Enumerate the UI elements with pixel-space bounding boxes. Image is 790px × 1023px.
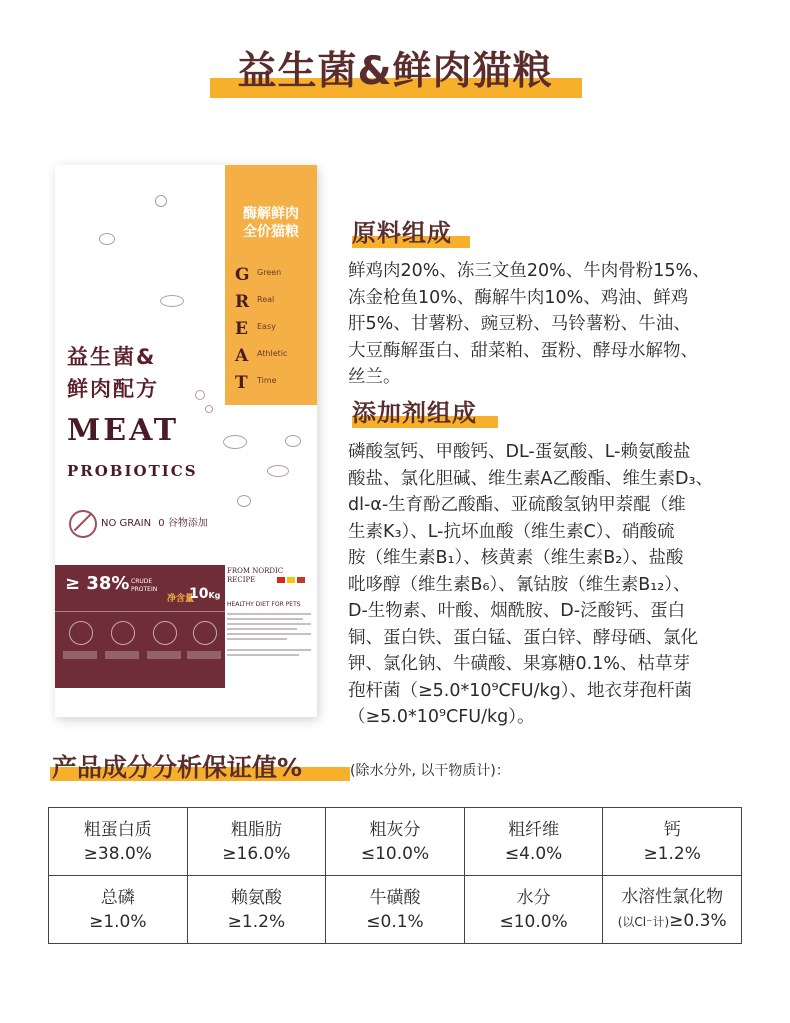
no-grain-cn: 0 谷物添加 [158, 518, 208, 529]
analysis-table [48, 807, 742, 944]
bag-probiotics-text: PROBIOTICS [67, 462, 198, 480]
table-cell [326, 876, 465, 944]
additives-line: 酸盐、氯化胆碱、维生素A乙酸酯、维生素D₃、 [348, 468, 713, 489]
fine-print [227, 633, 311, 635]
flag-icon [277, 577, 285, 583]
cell-name: 粗脂肪 [230, 819, 282, 840]
protein-percent: ≥ 38% [65, 573, 130, 594]
additives-line: 钾、氯化钠、牛磺酸、果寡糖0.1%、枯草芽 [348, 654, 690, 674]
fine-print [227, 654, 299, 656]
great-word-athletic: Athletic [257, 349, 288, 358]
sketch-decoration [237, 495, 251, 507]
cell-value-prefix: (以Cl⁻计) [617, 915, 670, 929]
healthy-diet-text: HEALTHY DIET FOR PETS [227, 601, 301, 608]
cell-name: 水溶性氯化物 [621, 887, 724, 907]
table-cell [326, 808, 465, 876]
cell-value: ≤10.0% [499, 911, 568, 932]
fine-print [227, 613, 311, 615]
cell-name: 钙 [663, 819, 681, 840]
additives-line: 胺（维生素B₁）、核黄素（维生素B₂）、盐酸 [348, 548, 684, 568]
cell-name: 水分 [516, 887, 551, 908]
ingredients-heading: 原料组成 [352, 219, 452, 247]
ingredients-line: 大豆酶解蛋白、甜菜粕、蛋粉、酵母水解物、 [348, 340, 698, 361]
great-word-easy: Easy [257, 322, 276, 331]
additives-line: 孢杆菌（≥5.0*10⁹CFU/kg）、地衣芽孢杆菌 [348, 680, 693, 701]
table-cell [464, 876, 603, 944]
page-title: 益生菌&鲜肉猫粮 [237, 49, 553, 94]
table-cell [464, 808, 603, 876]
no-grain-en: NO GRAIN [101, 518, 152, 529]
from-nordic-text: FROM NORDIC RECIPE [227, 567, 284, 584]
flag-icon [297, 577, 305, 583]
additives-line: （≥5.0*10⁹CFU/kg）。 [348, 707, 535, 727]
cell-name: 赖氨酸 [230, 887, 282, 908]
ingredients-line: 丝兰。 [348, 367, 401, 387]
feature-icon [69, 621, 93, 645]
feature-caption [147, 651, 181, 659]
additives-line: 生素K₃）、L-抗坏血酸（维生素C）、硝酸硫 [348, 521, 675, 542]
analysis-note: (除水分外, 以干物质计)： [350, 763, 510, 779]
feature-caption [105, 651, 139, 659]
cell-name: 粗蛋白质 [83, 819, 152, 840]
table-cell [187, 808, 326, 876]
great-letter-g: G [235, 265, 250, 285]
bag-tag-line2: 全价猫粮 [243, 224, 299, 240]
flag-icon [287, 577, 295, 583]
sketch-decoration [285, 435, 301, 447]
table-cell [49, 808, 188, 876]
additives-line: D-生物素、叶酸、烟酰胺、D-泛酸钙、蛋白 [348, 601, 686, 621]
cell-value: ≥1.2% [643, 843, 701, 864]
cell-value: ≥16.0% [222, 843, 291, 864]
cell-name: 粗纤维 [508, 819, 560, 840]
cell-value: ≤4.0% [504, 843, 563, 864]
cell-name: 牛磺酸 [369, 887, 421, 908]
cell-value: ≤0.1% [366, 911, 424, 932]
feature-icon [193, 621, 217, 645]
no-grain-label [101, 514, 208, 529]
table-row [49, 876, 742, 944]
cell-name: 总磷 [100, 887, 135, 908]
additives-line: 铜、蛋白铁、蛋白锰、蛋白锌、酵母硒、氯化 [348, 627, 698, 648]
fish-sketch-icon [223, 435, 247, 449]
feature-caption [187, 651, 221, 659]
table-cell [187, 876, 326, 944]
great-letter-a: A [235, 346, 249, 366]
bag-tag-line1: 酶解鲜肉 [243, 206, 299, 222]
additives-heading: 添加剂组成 [352, 399, 477, 427]
feature-icon [111, 621, 135, 645]
ingredients-line: 冻金枪鱼10%、酶解牛肉10%、鸡油、鲜鸡 [348, 287, 689, 308]
divider [55, 611, 225, 612]
fine-print [227, 638, 287, 640]
cell-value [603, 909, 741, 934]
bag-headline-line1: 益生菌& [67, 345, 157, 369]
fine-print [227, 618, 303, 620]
bag-tag [225, 205, 317, 241]
no-grain-icon [69, 510, 97, 538]
table-cell [603, 876, 742, 944]
analysis-heading: 产品成分分析保证值% [52, 753, 303, 782]
product-bag-image [55, 165, 317, 717]
net-weight-label: 净含量 [167, 594, 195, 604]
bubble-icon [205, 405, 213, 413]
cell-value: ≥1.2% [227, 911, 286, 932]
bag-meat-text: MEAT [67, 413, 180, 448]
additives-line: 磷酸氢钙、甲酸钙、DL-蛋氨酸、L-赖氨酸盐 [348, 442, 691, 462]
sketch-decoration [267, 465, 289, 477]
great-letter-e: E [235, 319, 248, 339]
net-weight-unit: Kg [208, 591, 221, 600]
cell-value: ≥38.0% [83, 843, 152, 864]
bag-orange-panel [225, 165, 317, 405]
table-cell [49, 876, 188, 944]
ingredients-line: 鲜鸡肉20%、冻三文鱼20%、牛肉骨粉15%、 [348, 261, 710, 281]
great-word-green: Green [257, 268, 282, 277]
feature-caption [63, 651, 97, 659]
fine-print [227, 628, 297, 630]
bubble-icon [195, 390, 205, 400]
table-row [49, 808, 742, 876]
cell-name: 粗灰分 [369, 819, 421, 840]
great-word-time: Time [257, 376, 277, 385]
additives-line: dl-α-生育酚乙酸酯、亚硫酸氢钠甲萘醌（维 [348, 495, 686, 515]
sketch-decoration [99, 233, 115, 245]
net-weight-number: 10 [189, 586, 209, 602]
feature-icon [153, 621, 177, 645]
great-word-real: Real [257, 295, 275, 304]
sketch-decoration [155, 195, 167, 207]
fine-print [227, 649, 311, 651]
bag-headline-line2: 鲜肉配方 [67, 377, 159, 401]
ingredients-text [348, 258, 768, 391]
net-weight-value [189, 586, 220, 602]
cell-value: ≥1.0% [89, 911, 147, 932]
ingredients-line: 肝5%、甘薯粉、豌豆粉、马铃薯粉、牛油、 [348, 314, 691, 334]
additives-line: 吡哆醇（维生素B₆）、氰钴胺（维生素B₁₂）、 [348, 574, 691, 595]
fish-sketch-icon [160, 295, 184, 307]
crude-protein-label: CRUDE PROTEIN [131, 578, 158, 593]
cell-value: ≤10.0% [360, 843, 430, 864]
additives-text [348, 439, 768, 731]
table-cell [603, 808, 742, 876]
bag-headline [67, 341, 159, 405]
great-letter-r: R [235, 292, 250, 312]
great-letter-t: T [235, 373, 248, 393]
fine-print [227, 623, 311, 625]
cell-value-number: ≥0.3% [669, 911, 727, 931]
